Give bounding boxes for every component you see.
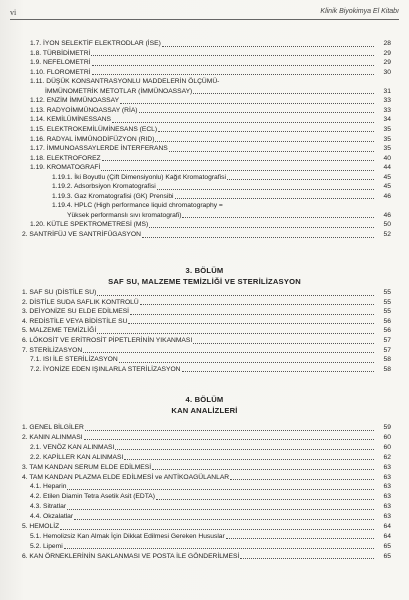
- toc-entry-title: 1.20. KÜTLE SPEKTROMETRESİ (MS): [30, 221, 149, 229]
- toc-entry-page: 57: [383, 337, 391, 344]
- toc-dot-leader: [142, 237, 374, 238]
- toc-entry-title: 5. HEMOLİZ: [22, 523, 60, 530]
- toc-dot-leader: [115, 449, 374, 450]
- toc-dot-leader: [92, 65, 374, 66]
- toc-entry-title: 1.15. ELEKTROKEMİLÜMİNESANS (ECL): [30, 125, 158, 133]
- toc-entry: [0, 106, 409, 115]
- toc-entry-page: 52: [383, 231, 391, 238]
- toc-dot-leader: [182, 371, 374, 372]
- toc-entry-title: 1.14. KEMİLÜMİNESSANS: [30, 116, 112, 124]
- toc-entry-title: 1.16. RADYAL İMMÜNODİFÜZYON (RID): [30, 135, 155, 143]
- toc-entry: [0, 443, 409, 452]
- toc-dot-leader: [182, 217, 374, 218]
- toc-dot-leader: [230, 479, 374, 480]
- toc-entry-title: 1.8. TÜRBİDİMETRİ: [30, 49, 91, 57]
- toc-dot-leader: [226, 538, 374, 539]
- toc-entry-title: 2. KANIN ALINMASI: [22, 433, 83, 441]
- toc-entry: [0, 542, 409, 551]
- toc-entry-page: 45: [383, 173, 391, 181]
- toc-entry-page: 60: [383, 433, 391, 441]
- toc-entry: [0, 552, 409, 561]
- toc-entry: [0, 68, 409, 77]
- toc-entry-page: 56: [383, 327, 391, 335]
- toc-dot-leader: [64, 548, 374, 549]
- toc-entry-title: 4. REDİSTİLE VEYA BİDİSTİLE SU: [22, 317, 128, 325]
- toc-entry-page: 63: [383, 493, 391, 501]
- toc-entry-title: 1.18. ELEKTROFOREZ: [30, 154, 101, 162]
- toc-dot-leader: [102, 160, 374, 161]
- toc-entry-title: 1.19. KROMATOGRAFİ: [30, 164, 101, 172]
- toc-entry-page: 56: [383, 317, 391, 325]
- toc-entry-title: 5.2. Lipemi: [30, 542, 63, 550]
- toc-entry-page: 63: [383, 473, 391, 481]
- toc-entry-title: 1.9. NEFELOMETRİ: [30, 59, 91, 67]
- toc-entry-page: 60: [383, 443, 391, 451]
- toc-dot-leader: [158, 131, 374, 132]
- toc-entry-title: 1.12. ENZİM İMMÜNOASSAY: [30, 97, 120, 105]
- toc-entry-title: 2.1. VENÖZ KAN ALINMASI: [30, 443, 115, 451]
- toc-entry-page: 28: [383, 40, 391, 47]
- toc-entry: [0, 346, 409, 355]
- toc-entry-title: 1. GENEL BİLGİLER: [22, 424, 84, 431]
- toc-entry: [0, 326, 409, 335]
- toc-entry-title: 2. SANTRİFÜJ VE SANTRİFÜGASYON: [22, 231, 141, 238]
- toc-dot-leader: [193, 93, 374, 94]
- toc-entry: [0, 220, 409, 229]
- toc-entry-page: 35: [383, 125, 391, 133]
- toc-entry-page: 65: [383, 542, 391, 550]
- toc-entry-page: 31: [383, 87, 391, 95]
- toc-entry-page: 30: [383, 68, 391, 76]
- toc-entry-page: 33: [383, 97, 391, 105]
- toc-entry-title: 6. LÖKOSİT VE ERİTROSİT PİPETLERİNİN YIKANMASI: [22, 337, 193, 344]
- toc-entry-page: 65: [383, 552, 391, 560]
- section-3-title: SAF SU, MALZEME TEMİZLİĞİ VE STERİLİZASYON: [108, 277, 301, 286]
- toc-entry-title: 4.2. Etilen Diamin Tetra Asetik Asit (EDTA): [30, 493, 155, 501]
- toc-entry-title: 1.7. İYON SELEKTİF ELEKTRODLAR (İSE): [30, 40, 161, 47]
- toc-entry-page: 55: [383, 308, 391, 316]
- toc-entry-page: 59: [383, 424, 391, 431]
- toc-entry: [0, 182, 409, 191]
- header-rule: [10, 19, 399, 20]
- toc-entry: [0, 355, 409, 364]
- toc-entry: [0, 96, 409, 105]
- toc-dot-leader: [140, 304, 374, 305]
- toc-entry-title: Yüksek performanslı sıvı kromatografi): [67, 211, 182, 219]
- toc-dot-leader: [84, 439, 374, 440]
- toc-dot-leader: [101, 170, 374, 171]
- toc-entry-page: 58: [383, 356, 391, 364]
- toc-entry: [0, 211, 409, 220]
- toc-entry-title: 6. KAN ÖRNEKLERİNİN SAKLANMASI VE POSTA İLE GÖNDERİLMESİ: [22, 552, 240, 560]
- toc-entry: [0, 115, 409, 124]
- toc-entry-page: 64: [383, 532, 391, 540]
- toc-dot-leader: [97, 333, 374, 334]
- toc-entry-title: 5.1. Hemolizsiz Kan Almak İçin Dikkat Edilmesi Gereken Hususlar: [30, 532, 225, 540]
- toc-dot-leader: [91, 55, 374, 56]
- toc-entry-title: 7.1. ISI İLE STERİLİZASYON: [30, 356, 118, 364]
- page-number: vi: [10, 8, 17, 17]
- toc-entry-page: 29: [383, 59, 391, 67]
- toc-entry-page: 63: [383, 463, 391, 471]
- toc-dot-leader: [128, 323, 374, 324]
- toc-entry: [0, 365, 409, 374]
- toc-entry-title: 4.1. Heparin: [30, 483, 67, 491]
- toc-entry-page: 63: [383, 483, 391, 491]
- toc-entry-page: 29: [383, 49, 391, 57]
- toc-entry-title: 1.10. FLOROMETRİ: [30, 68, 91, 76]
- toc-entry-page: 55: [383, 298, 391, 306]
- toc-dot-leader: [83, 352, 374, 353]
- toc-entry-title: 1.19.2. Adsorbsiyon Kromatografisi: [52, 183, 156, 191]
- toc-entry-title: 1.17. İMMUNOASSAYLERDE İNTERFERANS: [30, 145, 168, 153]
- toc-entry-page: 50: [383, 221, 391, 229]
- toc-dot-leader: [85, 430, 374, 431]
- toc-entry-title: 5. MALZEME TEMİZLİĞİ: [22, 327, 97, 335]
- toc-entry-page: 35: [383, 145, 391, 153]
- toc-dot-leader: [193, 343, 374, 344]
- toc-dot-leader: [149, 227, 374, 228]
- toc-entry: [0, 230, 409, 239]
- toc-dot-leader: [157, 189, 374, 190]
- toc-entry: [0, 473, 409, 482]
- toc-entry-title: 1. SAF SU (DİSTİLE SU): [22, 289, 97, 296]
- toc-dot-leader: [227, 179, 374, 180]
- toc-entry: [0, 423, 409, 432]
- toc-entry: [0, 39, 409, 48]
- toc-dot-leader: [67, 509, 374, 510]
- toc-dot-leader: [74, 519, 374, 520]
- toc-entry: [0, 453, 409, 462]
- toc-dot-leader: [139, 112, 374, 113]
- toc-dot-leader: [92, 74, 374, 75]
- toc-entry: [0, 192, 409, 201]
- toc-entry: [0, 87, 409, 96]
- toc-entry-page: 57: [383, 346, 391, 354]
- toc-entry-title: 4.4. Okzalatlar: [30, 513, 74, 521]
- toc-dot-leader: [155, 141, 374, 142]
- toc-dot-leader: [112, 122, 374, 123]
- toc-entry-title: İMMÜNOMETRİK METOTLAR (İMMÜNOASSAY): [45, 87, 193, 95]
- toc-entry-title: 4. TAM KANDAN PLAZMA ELDE EDİLMESİ ve ANTİKOAGÜLANLAR: [22, 473, 230, 481]
- toc-entry-title: 1.19.4. HPLC (High performance liquid chromatography =: [52, 202, 223, 210]
- toc-entry: [0, 154, 409, 163]
- toc-entry: [0, 173, 409, 182]
- toc-entry-page: 33: [383, 106, 391, 114]
- toc-dot-leader: [169, 151, 374, 152]
- toc-entry-page: 45: [383, 183, 391, 191]
- section-4-title: KAN ANALİZLERİ: [171, 406, 238, 415]
- toc-dot-leader: [67, 489, 374, 490]
- toc-entry-title: 1.11. DÜŞÜK KONSANTRASYONLU MADDELERİN ÖLÇÜMÜ-: [30, 78, 220, 86]
- toc-entry: [0, 307, 409, 316]
- running-book-title: Klinik Biyokimya El Kitabı: [320, 8, 399, 15]
- toc-entry: [0, 163, 409, 172]
- toc-entry-title: 3. DEİYONİZE SU ELDE EDİLMESİ: [22, 308, 130, 316]
- toc-entry-page: 44: [383, 164, 391, 172]
- toc-entry: [0, 77, 409, 86]
- toc-entry: [0, 433, 409, 442]
- section-3-heading: 3. BÖLÜM: [185, 266, 224, 275]
- toc-entry-page: 58: [383, 365, 391, 373]
- toc-dot-leader: [175, 198, 374, 199]
- toc-entry: [0, 492, 409, 501]
- toc-dot-leader: [120, 103, 374, 104]
- toc-dot-leader: [152, 469, 374, 470]
- page-header: [10, 6, 399, 20]
- toc-dot-leader: [162, 46, 374, 47]
- toc-entry: [0, 135, 409, 144]
- toc-entry-page: 35: [383, 135, 391, 143]
- toc-entry: [0, 125, 409, 134]
- toc-entry: [0, 201, 409, 210]
- toc-entry-title: 4.3. Sitratlar: [30, 503, 67, 511]
- toc-entry-title: 1.13. RADYOİMMÜNOASSAY (RİA): [30, 106, 138, 114]
- toc-entry-page: 40: [383, 154, 391, 162]
- toc-entry: [0, 532, 409, 541]
- toc-dot-leader: [119, 362, 374, 363]
- toc-dot-leader: [124, 459, 374, 460]
- toc-entry-page: 46: [383, 211, 391, 219]
- toc-entry: [0, 49, 409, 58]
- toc-entry: [0, 522, 409, 531]
- toc-entry-title: 7.2. İYONİZE EDEN IŞINLARLA STERİLİZASYON: [30, 365, 181, 373]
- toc-entry: [0, 144, 409, 153]
- toc-entry: [0, 336, 409, 345]
- toc-entry-page: 46: [383, 192, 391, 200]
- toc-entry: [0, 317, 409, 326]
- toc-entry-page: 63: [383, 513, 391, 521]
- toc-dot-leader: [60, 529, 374, 530]
- toc-entry-title: 3. TAM KANDAN SERUM ELDE EDİLMESİ: [22, 463, 152, 471]
- toc-entry-page: 55: [383, 289, 391, 296]
- toc-dot-leader: [240, 558, 374, 559]
- toc-entry: [0, 512, 409, 521]
- toc-entry: [0, 58, 409, 67]
- section-4-heading: 4. BÖLÜM: [185, 395, 224, 404]
- toc-entry-page: 63: [383, 503, 391, 511]
- toc-dot-leader: [156, 499, 374, 500]
- toc-entry: [0, 482, 409, 491]
- toc-entry-page: 34: [383, 116, 391, 124]
- toc-entry-page: 64: [383, 523, 391, 530]
- toc-entry-title: 1.19.3. Gaz Kromatografisi (GK) Prensibi: [52, 192, 174, 200]
- toc-entry-title: 2. DİSTİLE SUDA SAFLIK KONTROLÜ: [22, 298, 139, 306]
- toc-entry-title: 1.19.1. İki Boyutlu (Çift Dimensiyonlu) Kağıt Kromatografisi: [52, 173, 226, 181]
- toc-entry: [0, 502, 409, 511]
- toc-entry: [0, 463, 409, 472]
- toc-entry: [0, 298, 409, 307]
- toc-entry-title: 7. STERİLİZASYON: [22, 346, 83, 354]
- toc-dot-leader: [130, 314, 374, 315]
- toc-entry-title: 2.2. KAPİLLER KAN ALINMASI: [30, 453, 124, 461]
- toc-entry: [0, 288, 409, 297]
- toc-dot-leader: [97, 295, 374, 296]
- toc-entry-page: 62: [383, 453, 391, 461]
